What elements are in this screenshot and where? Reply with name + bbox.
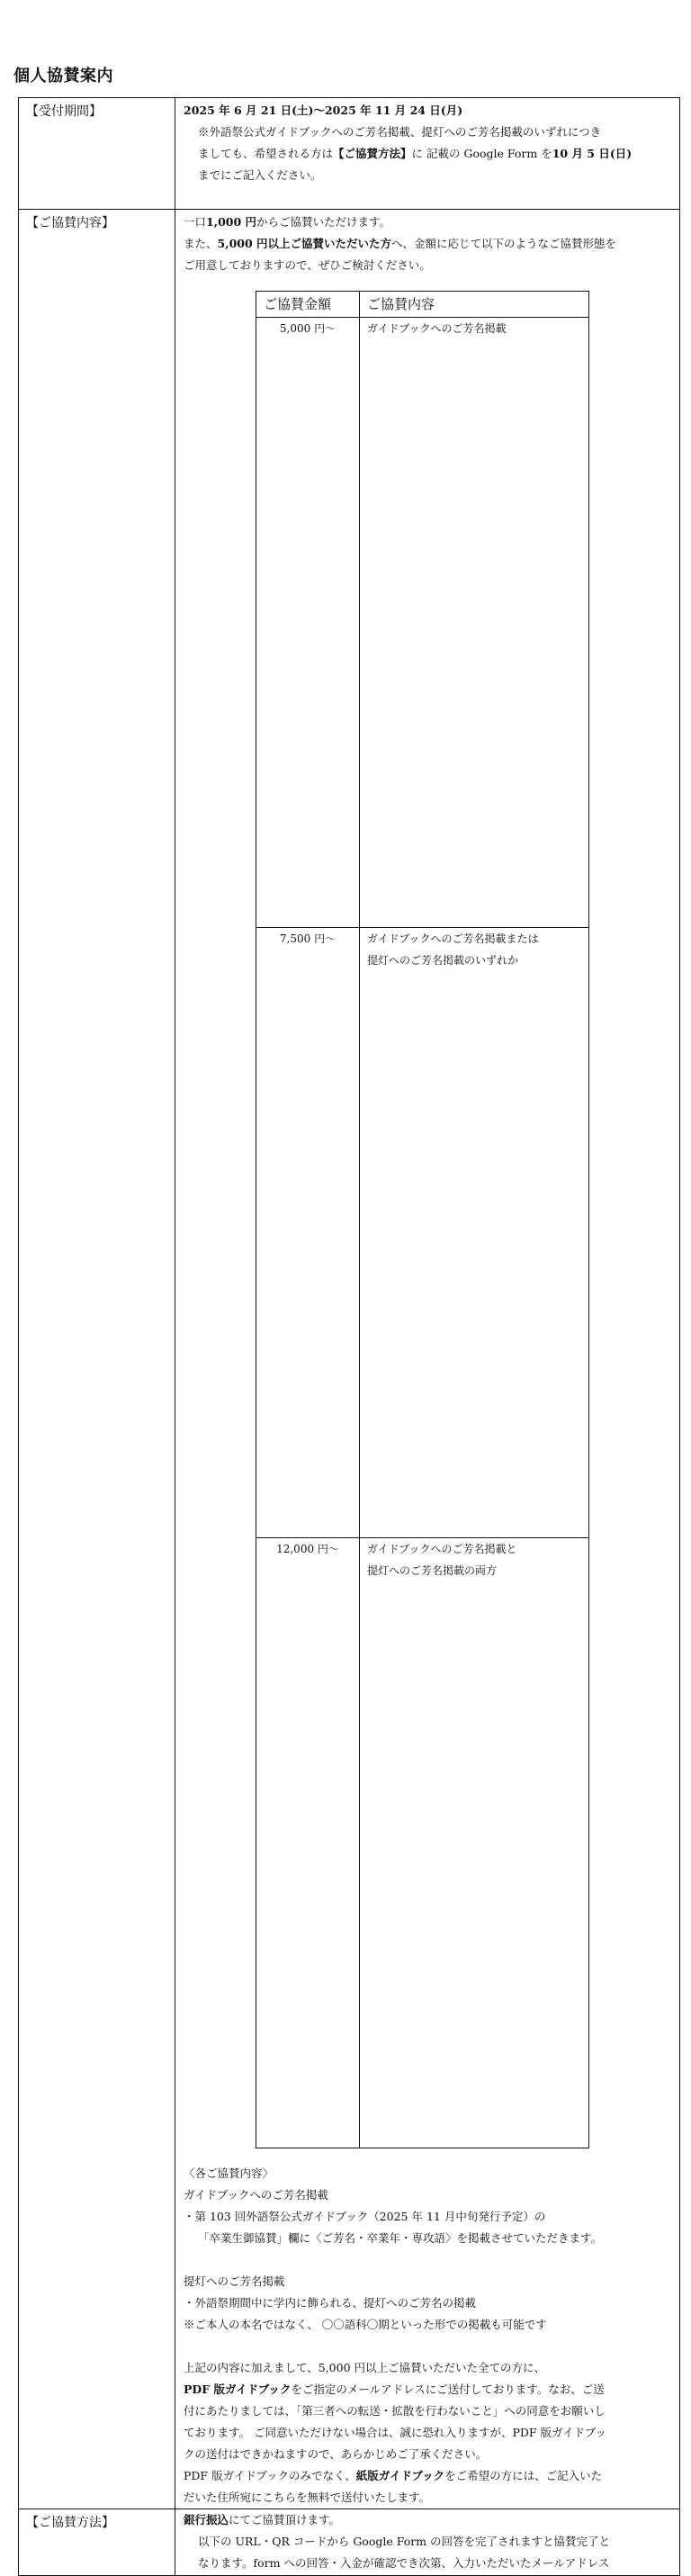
intro-line2: [184, 233, 672, 255]
contents-label: 【ご協賛内容】: [19, 210, 175, 2509]
method-reference: 【ご協賛方法】: [333, 147, 412, 160]
reception-period: 2025 年 6 月 21 日(土)〜2025 年 11 月 24 日(月): [184, 104, 463, 117]
intro-line3: ご用意しておりますので、ぜひご検討ください。: [184, 258, 431, 272]
paper-guidebook-emphasis: 紙版ガイドブック: [355, 2469, 445, 2482]
lantern-note: ※ご本人の本名ではなく、 〇〇語科〇期といった形での掲載も可能です: [184, 2318, 547, 2331]
tier-description: [360, 1538, 589, 2148]
method-instructions: [184, 2531, 672, 2574]
details-heading: 〈各ご協賛内容〉: [184, 2166, 274, 2180]
unit-amount: 1,000 円: [206, 215, 257, 229]
bank-transfer: 銀行振込: [184, 2513, 229, 2526]
tier-header-amount: ご協賛金額: [256, 292, 360, 318]
method-text: にてご協賛頂けます。: [229, 2513, 341, 2526]
tier-row: [256, 928, 589, 1538]
guidebook-item: ・第 103 回外語祭公式ガイドブック（2025 年 11 月中旬発行予定）の: [184, 2210, 546, 2223]
pdf-paragraph-line: [184, 2379, 672, 2400]
note-text: ましても、希望される方は: [198, 147, 334, 160]
reception-note-line2: [198, 143, 672, 165]
sponsorship-table: [18, 97, 680, 2576]
tier-description-line: 提灯へのご芳名掲載の両方: [367, 1564, 498, 1577]
contents-content: [175, 210, 680, 2509]
reception-note-line3: までにご記入ください。: [198, 168, 322, 182]
pdf-paragraph-line: 付にあたりましては、「第三者への転送・拡散を行わないこと」への同意をお願いし: [184, 2404, 606, 2418]
deadline-date: 10 月 5 日(日): [552, 147, 633, 160]
intro-text: また、: [184, 237, 218, 250]
spacer: [184, 2336, 672, 2357]
page-title: 個人協賛案内: [13, 67, 113, 86]
pdf-text: をご指定のメールアドレスにご送付しております。なお、ご送: [291, 2382, 605, 2396]
tier-amount: 5,000 円〜: [256, 318, 360, 928]
intro-text: 一口: [184, 215, 207, 229]
threshold-amount: 5,000 円以上ご協賛いただいた方: [217, 237, 392, 250]
reception-content: [175, 98, 680, 210]
intro-text: へ、金額に応じて以下のようなご協賛形態を: [391, 237, 617, 250]
tier-row: [256, 1538, 589, 2148]
tier-amount: 12,000 円〜: [256, 1538, 360, 2148]
tier-description-line: ガイドブックへのご芳名掲載: [367, 322, 507, 335]
paper-text: PDF 版ガイドブックのみでなく、: [184, 2469, 356, 2482]
lantern-heading: 提灯へのご芳名掲載: [184, 2274, 285, 2288]
paper-paragraph-line: [184, 2465, 672, 2487]
lantern-item: ・外語祭期間中に学内に飾られる、提灯へのご芳名の掲載: [184, 2296, 477, 2310]
method-line1: [184, 2509, 672, 2531]
reception-row: [19, 98, 680, 210]
guidebook-heading: ガイドブックへのご芳名掲載: [184, 2188, 328, 2202]
reception-label: 【受付期間】: [19, 98, 175, 210]
pdf-guidebook-emphasis: PDF 版ガイドブック: [184, 2382, 292, 2396]
guidebook-item: 「卒業生御協賛」欄に〈ご芳名・卒業年・専攻語〉を掲載させていただきます。: [198, 2231, 603, 2245]
pdf-paragraph-line: 上記の内容に加えまして、5,000 円以上ご協賛いただいた全ての方に、: [184, 2361, 546, 2374]
reception-note-line1: ※外語祭公式ガイドブックへのご芳名掲載、提灯へのご芳名掲載のいずれにつき: [198, 125, 602, 139]
method-line3: なります。form への回答・入金が確認でき次第、入力いただいたメールアドレス: [198, 2556, 610, 2570]
tier-description-line: ガイドブックへのご芳名掲載と: [367, 1543, 517, 1555]
intro-line1: [184, 212, 672, 233]
tier-description-line: 提灯へのご芳名掲載のいずれか: [367, 954, 519, 967]
tier-description: [360, 318, 589, 928]
method-row: [19, 2509, 680, 2576]
spacer: [184, 2249, 672, 2271]
pdf-paragraph-line: ております。 ご同意いただけない場合は、誠に恐れ入りますが、PDF 版ガイドブッ: [184, 2426, 606, 2439]
tier-row: [256, 318, 589, 928]
note-text: に 記載の Google Form を: [411, 147, 552, 160]
tier-header-content: ご協賛内容: [360, 292, 589, 318]
pdf-paragraph-line: クの送付はできかねますので、あらかじめご了承ください。: [184, 2447, 488, 2461]
method-content: [175, 2509, 680, 2576]
tier-amount: 7,500 円〜: [256, 928, 360, 1538]
reception-note: [184, 122, 672, 186]
tier-description-line: ガイドブックへのご芳名掲載または: [367, 932, 539, 945]
method-label: 【ご協賛方法】: [19, 2509, 175, 2576]
paper-paragraph-line: だいた住所宛にこちらを無料で送付いたします。: [184, 2490, 431, 2504]
method-line2: 以下の URL・QR コードから Google Form の回答を完了されますと協賛完了と: [198, 2535, 611, 2548]
paper-text: をご希望の方には、ご記入いた: [444, 2469, 603, 2482]
intro-text: からご協賛いただけます。: [256, 215, 391, 229]
tier-table: [256, 291, 589, 2148]
tier-header-row: [256, 292, 589, 318]
tier-description: [360, 928, 589, 1538]
contents-row: [19, 210, 680, 2509]
